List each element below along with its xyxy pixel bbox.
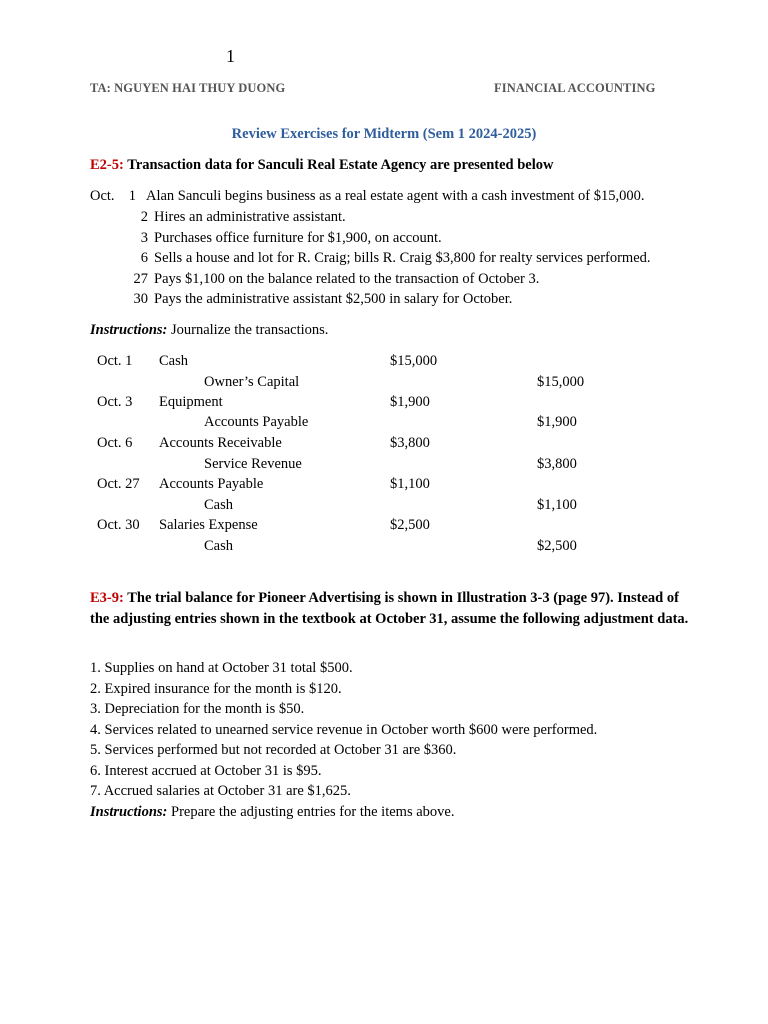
transaction-day: 2 xyxy=(140,209,148,225)
journal-debit-amount: $1,900 xyxy=(390,394,430,410)
transaction-text: Pays the administrative assistant $2,500 in salary for October. xyxy=(154,291,513,307)
transaction-day: 30 xyxy=(133,291,148,307)
transaction-day: 27 xyxy=(133,271,148,287)
journal-credit-account: Service Revenue xyxy=(204,456,302,472)
e3-9-instructions xyxy=(90,804,454,821)
instructions-label: Instructions: xyxy=(90,322,168,338)
instructions-label: Instructions: xyxy=(90,804,168,820)
transaction-text: Purchases office furniture for $1,900, on account. xyxy=(154,230,442,246)
journal-debit-amount: $15,000 xyxy=(390,353,438,369)
journal-debit-account: Salaries Expense xyxy=(159,517,258,533)
e2-5-heading-text: Transaction data for Sanculi Real Estate Agency are presented below xyxy=(127,157,554,173)
e2-5-code: E2-5: xyxy=(90,157,124,173)
instructions-text: Prepare the adjusting entries for the items above. xyxy=(171,804,455,820)
journal-credit-amount: $2,500 xyxy=(537,538,577,554)
journal-debit-amount: $2,500 xyxy=(390,517,430,533)
adjustment-item: 5. Services performed but not recorded at October 31 are $360. xyxy=(90,742,457,758)
adjustment-item: 3. Depreciation for the month is $50. xyxy=(90,701,305,717)
e3-9-heading xyxy=(90,588,690,629)
journal-date: Oct. 3 xyxy=(97,394,133,410)
journal-debit-account: Accounts Payable xyxy=(159,476,264,492)
transaction-text: Alan Sanculi begins business as a real estate agent with a cash investment of $15,000. xyxy=(146,188,645,204)
journal-credit-amount: $15,000 xyxy=(537,374,585,390)
journal-debit-amount: $1,100 xyxy=(390,476,430,492)
transaction-text: Hires an administrative assistant. xyxy=(154,209,346,225)
journal-debit-account: Accounts Receivable xyxy=(159,435,282,451)
journal-date: Oct. 1 xyxy=(97,353,133,369)
journal-date: Oct. 6 xyxy=(97,435,133,451)
transaction-month: Oct. xyxy=(90,188,115,204)
journal-credit-amount: $1,100 xyxy=(537,497,577,513)
journal-debit-account: Equipment xyxy=(159,394,223,410)
adjustment-item: 1. Supplies on hand at October 31 total $500. xyxy=(90,660,353,676)
adjustment-item: 4. Services related to unearned service revenue in October worth $600 were performed. xyxy=(90,722,598,738)
adjustment-item: 2. Expired insurance for the month is $120. xyxy=(90,681,342,697)
page-title: Review Exercises for Midterm (Sem 1 2024-2025) xyxy=(231,126,537,142)
transaction-day: 6 xyxy=(140,250,148,266)
journal-debit-account: Cash xyxy=(159,353,188,369)
e3-9-code: E3-9: xyxy=(90,590,124,606)
e2-5-heading xyxy=(90,157,553,174)
adjustment-item: 7. Accrued salaries at October 31 are $1,625. xyxy=(90,783,351,799)
journal-credit-account: Cash xyxy=(204,538,233,554)
journal-date: Oct. 30 xyxy=(97,517,140,533)
adjustment-item: 6. Interest accrued at October 31 is $95. xyxy=(90,763,322,779)
header-course-name: FINANCIAL ACCOUNTING xyxy=(494,81,656,95)
journal-credit-account: Accounts Payable xyxy=(204,414,309,430)
journal-credit-amount: $1,900 xyxy=(537,414,577,430)
journal-debit-amount: $3,800 xyxy=(390,435,430,451)
transaction-day: 1 xyxy=(128,188,136,204)
e2-5-instructions xyxy=(90,322,328,339)
transaction-day: 3 xyxy=(140,230,148,246)
journal-credit-account: Owner’s Capital xyxy=(204,374,300,390)
instructions-text: Journalize the transactions. xyxy=(171,322,329,338)
journal-credit-amount: $3,800 xyxy=(537,456,577,472)
header-ta-name: TA: NGUYEN HAI THUY DUONG xyxy=(90,81,286,95)
page-number: 1 xyxy=(226,46,235,66)
journal-date: Oct. 27 xyxy=(97,476,140,492)
transaction-text: Pays $1,100 on the balance related to the transaction of October 3. xyxy=(154,271,540,287)
journal-credit-account: Cash xyxy=(204,497,233,513)
transaction-text: Sells a house and lot for R. Craig; bills R. Craig $3,800 for realty services performed. xyxy=(154,250,651,266)
e3-9-heading-text: The trial balance for Pioneer Advertising is shown in Illustration 3-3 (page 97). Instead of the adjusting entries shown in the textbook at October 31, assume the following adjustment data. xyxy=(90,590,689,627)
